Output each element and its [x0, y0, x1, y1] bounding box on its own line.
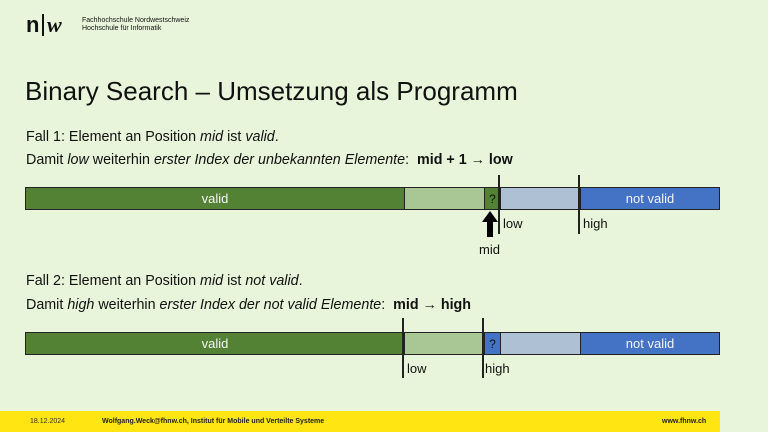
- high-marker-line: [482, 318, 484, 378]
- case1-line1: [26, 128, 279, 146]
- mid-cell: ?: [484, 333, 500, 354]
- text-explanation: erster Index der not valid Elemente: [159, 297, 382, 313]
- assignment-formula: mid + 1 → low: [417, 152, 513, 168]
- text: ist: [223, 129, 246, 145]
- not-valid-segment: not valid: [580, 333, 719, 354]
- text-high: high: [67, 297, 95, 313]
- logo-divider: [42, 14, 44, 36]
- mid-label: mid: [479, 242, 500, 257]
- text: weiterhin: [94, 297, 160, 313]
- low-label: low: [503, 216, 523, 231]
- text: .: [274, 129, 279, 145]
- valid-segment: valid: [26, 333, 404, 354]
- high-label: high: [583, 216, 608, 231]
- mid-arrow-icon: [482, 211, 498, 237]
- text-explanation: erster Index der unbekannten Elemente: [153, 152, 406, 168]
- mid-cell: ?: [484, 188, 500, 209]
- case2-array-bar: [25, 332, 720, 355]
- footer-date: 18.12.2024: [30, 418, 66, 425]
- text: ist: [223, 273, 246, 289]
- valid-segment: valid: [26, 188, 404, 209]
- text-mid: mid: [200, 129, 224, 145]
- case2-line1: [26, 272, 303, 290]
- text: :: [405, 152, 418, 168]
- footer-website: www.fhnw.ch: [662, 418, 707, 425]
- high-label: high: [485, 361, 510, 376]
- unknown-low-segment: [404, 333, 484, 354]
- text-valid: valid: [245, 129, 275, 145]
- logo-n: n: [26, 12, 40, 37]
- fhnw-logo: [26, 14, 62, 36]
- case2-line2: [26, 296, 471, 314]
- unknown-high-segment: [500, 333, 580, 354]
- low-marker-line: [402, 318, 404, 378]
- text: weiterhin: [88, 152, 154, 168]
- text: :: [381, 297, 394, 313]
- text-mid: mid: [200, 273, 224, 289]
- high-marker-line: [578, 175, 580, 234]
- assignment-formula: mid → high: [393, 297, 472, 313]
- text-not-valid: not valid: [245, 273, 299, 289]
- slide-title: Binary Search – Umsetzung als Programm: [25, 76, 518, 106]
- case1-array-bar: [25, 187, 720, 210]
- text-low: low: [67, 152, 89, 168]
- org-line-1: Fachhochschule Nordwestschweiz: [82, 17, 190, 24]
- case1-line2: [26, 151, 513, 169]
- unknown-low-segment: [404, 188, 484, 209]
- text: Fall 1: Element an Position: [26, 129, 201, 145]
- org-line-2: Hochschule für Informatik: [82, 25, 162, 32]
- low-marker-line: [498, 175, 500, 234]
- footer-author: Wolfgang.Weck@fhnw.ch, Institut für Mobile und Verteilte Systeme: [102, 418, 325, 425]
- organization-name: [82, 17, 189, 33]
- text: Damit: [26, 297, 68, 313]
- not-valid-segment: not valid: [580, 188, 719, 209]
- low-label: low: [407, 361, 427, 376]
- text: .: [298, 273, 303, 289]
- logo-w: w: [46, 12, 62, 37]
- text: Damit: [26, 152, 68, 168]
- unknown-high-segment: [500, 188, 580, 209]
- text: Fall 2: Element an Position: [26, 273, 201, 289]
